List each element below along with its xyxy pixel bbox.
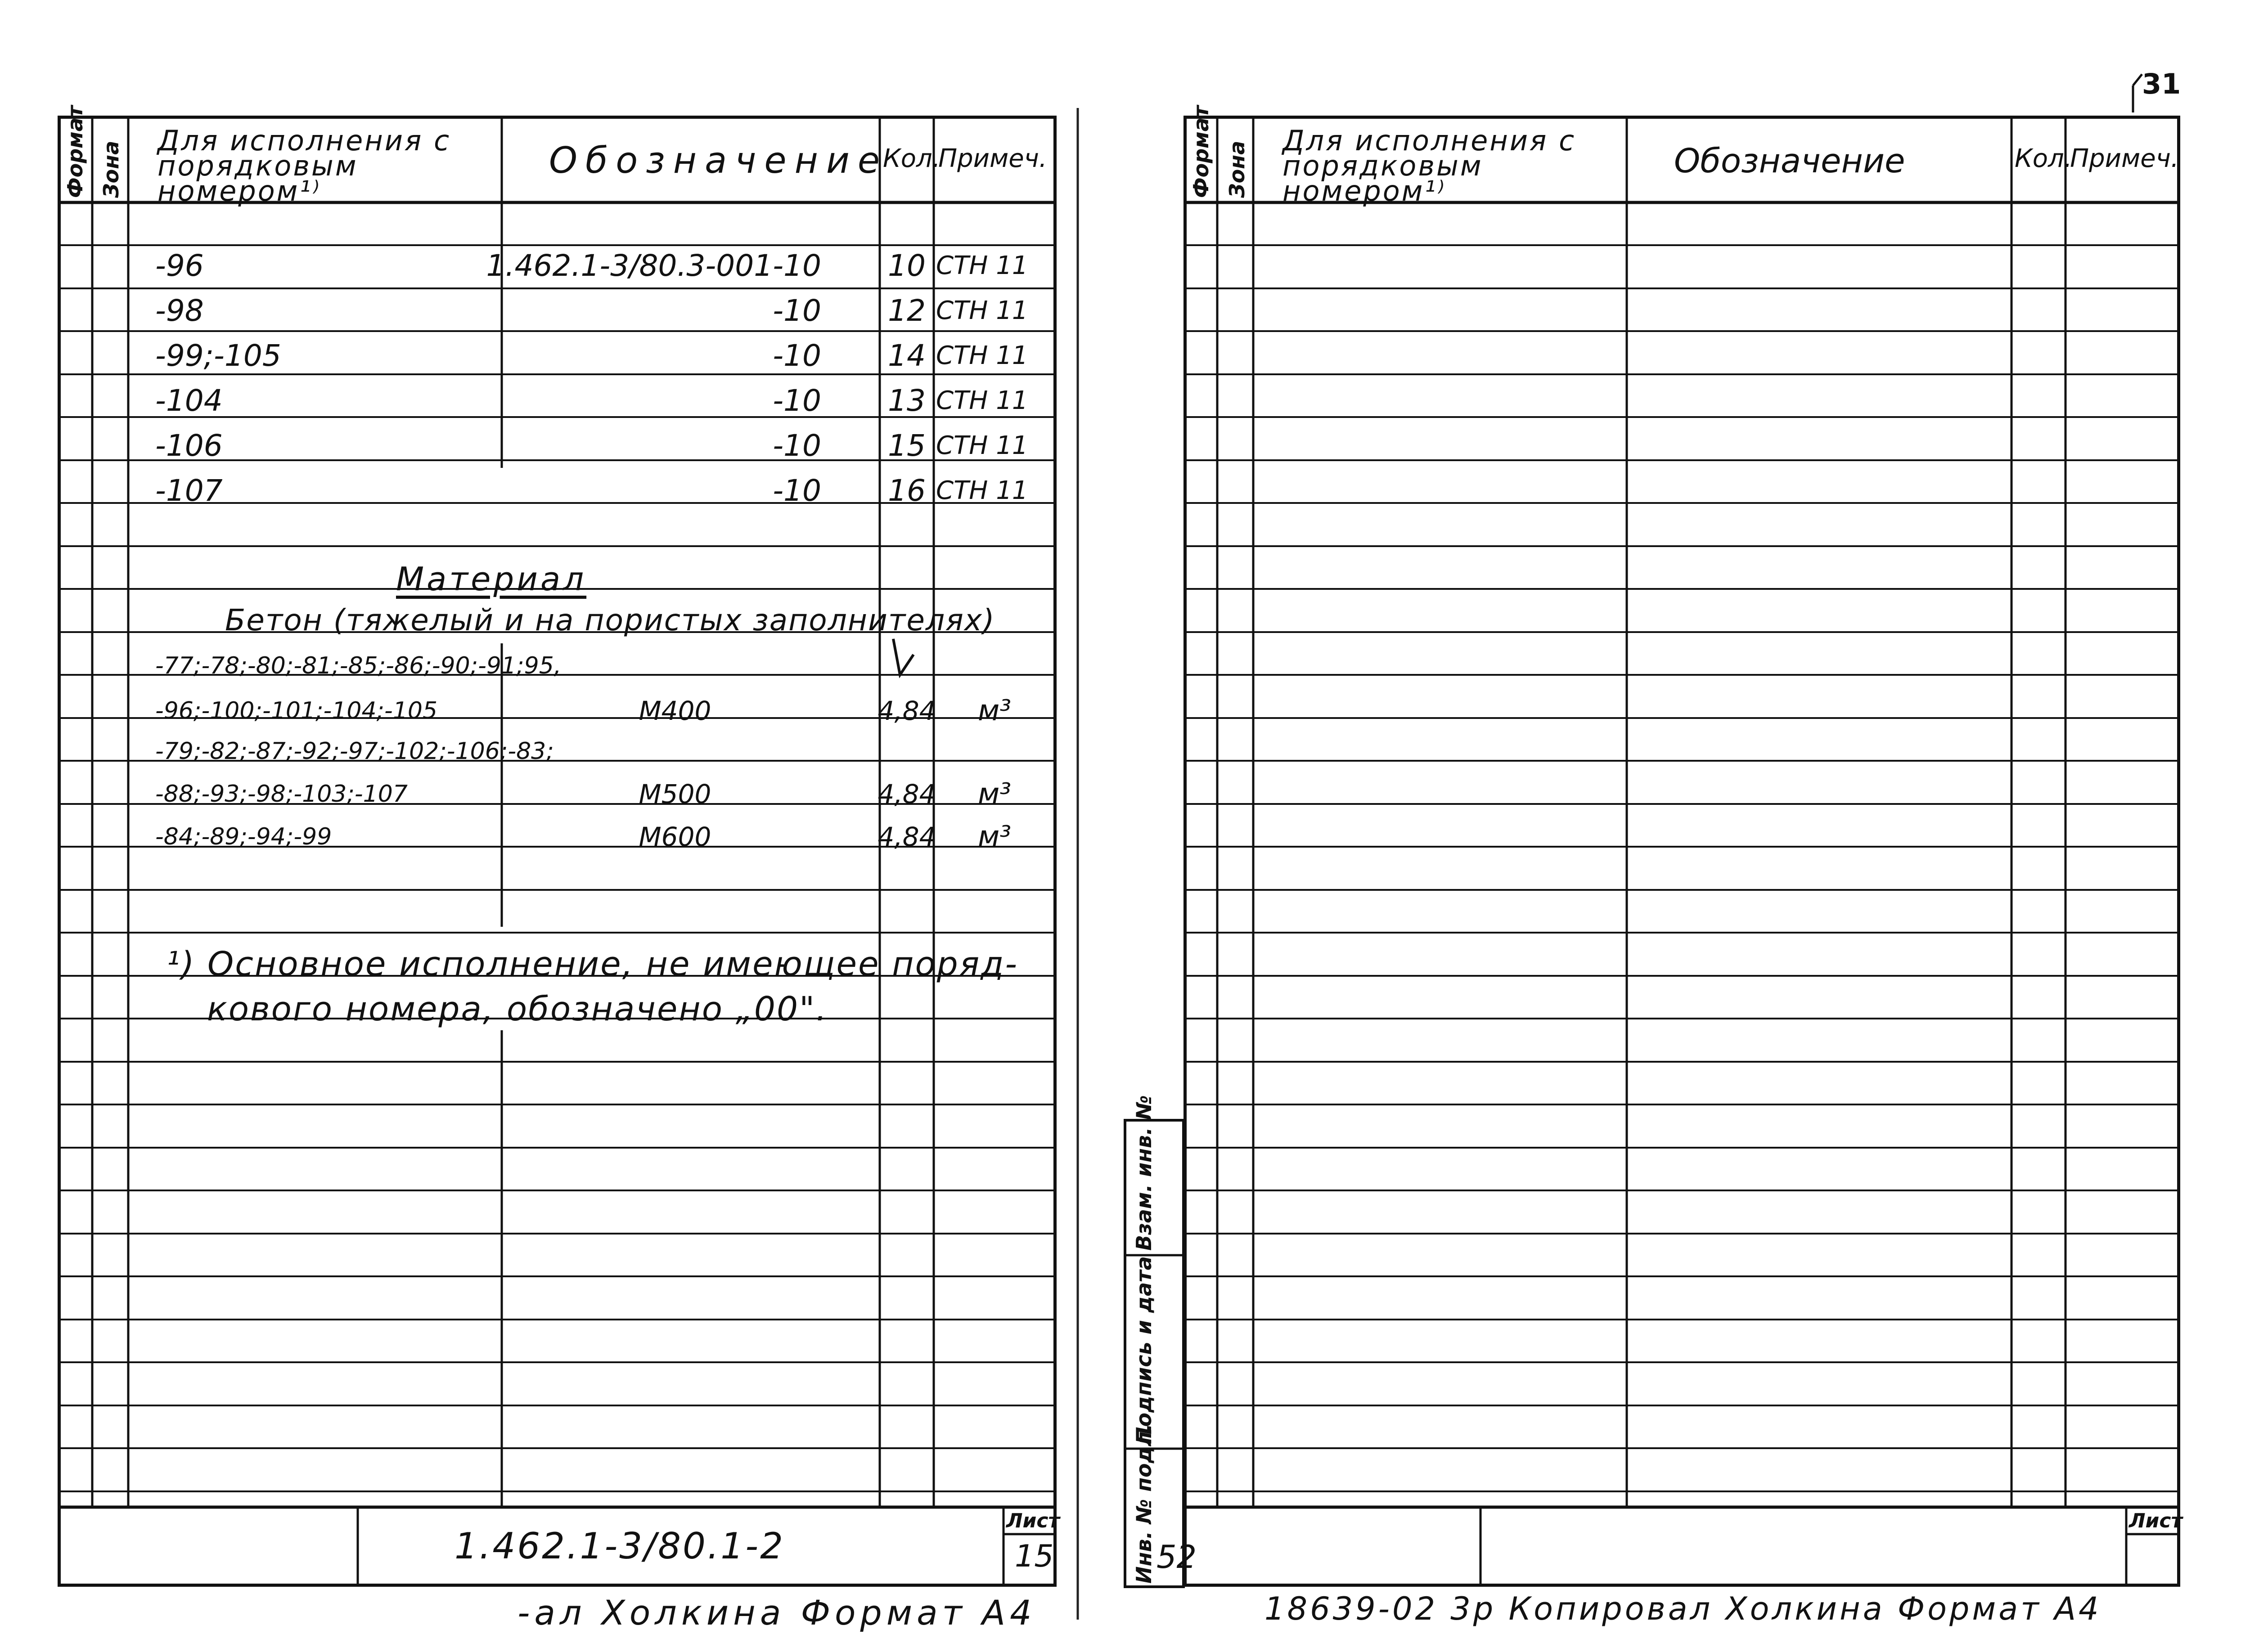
footnote-line-2: кового номера, обозначено „00". <box>207 990 828 1028</box>
spec-row-designation: -10 <box>773 293 821 328</box>
concrete-row-unit: м³ <box>978 694 1011 727</box>
spec-row-qty: 16 <box>888 473 926 508</box>
concrete-row-unit: м³ <box>978 820 1011 853</box>
spec-row-note: СТН 11 <box>936 296 1028 325</box>
spec-row-qty: 13 <box>888 383 926 418</box>
material-heading: Материал <box>396 560 587 598</box>
concrete-row-qty: 4,84 <box>878 822 936 852</box>
spec-row-execution: -107 <box>155 473 223 508</box>
left-zone-header: Зона <box>99 140 123 198</box>
spec-row-execution: -106 <box>155 428 223 463</box>
left-bottom-caption: -ал Холкина Формат А4 <box>518 1593 1036 1633</box>
spec-row-designation: -10 <box>773 383 821 418</box>
right-designation-header: Обозначение <box>1674 142 1905 180</box>
spec-row-designation: 1.462.1-3/80.3-001-10 <box>486 248 821 283</box>
spec-row-qty: 10 <box>888 248 926 283</box>
side-label-replacement-inv: Взам. инв. № <box>1132 1095 1156 1251</box>
right-sheet-label: Лист <box>2129 1509 2182 1532</box>
left-execution-header-text: Для исполнения с порядковым номером¹⁾ <box>158 124 451 207</box>
spec-row-note: СТН 11 <box>936 431 1028 460</box>
spec-row-execution: -104 <box>155 383 223 418</box>
spec-row-note: СТН 11 <box>936 476 1028 505</box>
right-qty-header: Кол. <box>2015 144 2072 173</box>
spec-row-execution: -98 <box>155 293 204 328</box>
concrete-row-qty: 4,84 <box>878 696 936 726</box>
left-format-header: Формат <box>63 105 87 198</box>
left-designation-header: Обозначение <box>549 139 888 181</box>
spec-row-execution: -99;-105 <box>155 338 281 373</box>
spec-row-qty: 15 <box>888 428 926 463</box>
right-execution-header-text: Для исполнения с порядковым номером¹⁾ <box>1282 124 1576 207</box>
concrete-row-grade: М600 <box>639 822 711 852</box>
concrete-row-execution: -77;-78;-80;-81;-85;-86;-90;-91;95, <box>155 652 562 679</box>
left-sheet-number: 15 <box>1015 1539 1054 1574</box>
left-note-header: Примеч. <box>938 144 1047 173</box>
spec-row-note: СТН 11 <box>936 341 1028 370</box>
right-zone-header: Зона <box>1225 140 1249 198</box>
right-note-header: Примеч. <box>2070 144 2179 173</box>
concrete-row-qty: 4,84 <box>878 779 936 809</box>
spec-row-designation: -10 <box>773 473 821 508</box>
concrete-row-execution: -79;-82;-87;-92;-97;-102;-106;-83; <box>155 738 554 765</box>
spec-row-qty: 14 <box>888 338 926 373</box>
spec-row-execution: -96 <box>155 248 204 283</box>
spec-row-note: СТН 11 <box>936 251 1028 280</box>
concrete-row-unit: м³ <box>978 777 1011 811</box>
concrete-row-execution: -96;-100;-101;-104;-105 <box>155 697 438 724</box>
left-qty-header: Кол. <box>883 144 940 173</box>
spec-row-designation: -10 <box>773 428 821 463</box>
side-label-original-inv: Инв. № подл. <box>1132 1423 1156 1584</box>
spec-row-designation: -10 <box>773 338 821 373</box>
page-number: 31 <box>2142 67 2181 100</box>
left-stamp-code: 1.462.1-3/80.1-2 <box>454 1525 785 1567</box>
concrete-row-grade: М400 <box>639 696 711 726</box>
right-execution-header <box>1282 124 1624 207</box>
concrete-row-execution: -84;-89;-94;-99 <box>155 823 332 850</box>
left-sheet-label: Лист <box>1006 1509 1060 1532</box>
right-bottom-caption: 18639-02 3р Копировал Холкина Формат А4 <box>1264 1590 2102 1627</box>
footnote-line-1: ¹) Основное исполнение, не имеющее поряд- <box>166 945 1019 983</box>
concrete-row-grade: М500 <box>639 779 711 809</box>
spec-row-qty: 12 <box>888 293 926 328</box>
concrete-heading: Бетон (тяжелый и на пористых заполнителях) <box>225 603 995 637</box>
right-format-header: Формат <box>1189 105 1213 198</box>
side-label-signature-date: Подпись и дата <box>1132 1256 1156 1444</box>
spec-row-note: СТН 11 <box>936 386 1028 415</box>
concrete-row-execution: -88;-93;-98;-103;-107 <box>155 781 408 808</box>
inv-number: 52 <box>1156 1539 1197 1576</box>
